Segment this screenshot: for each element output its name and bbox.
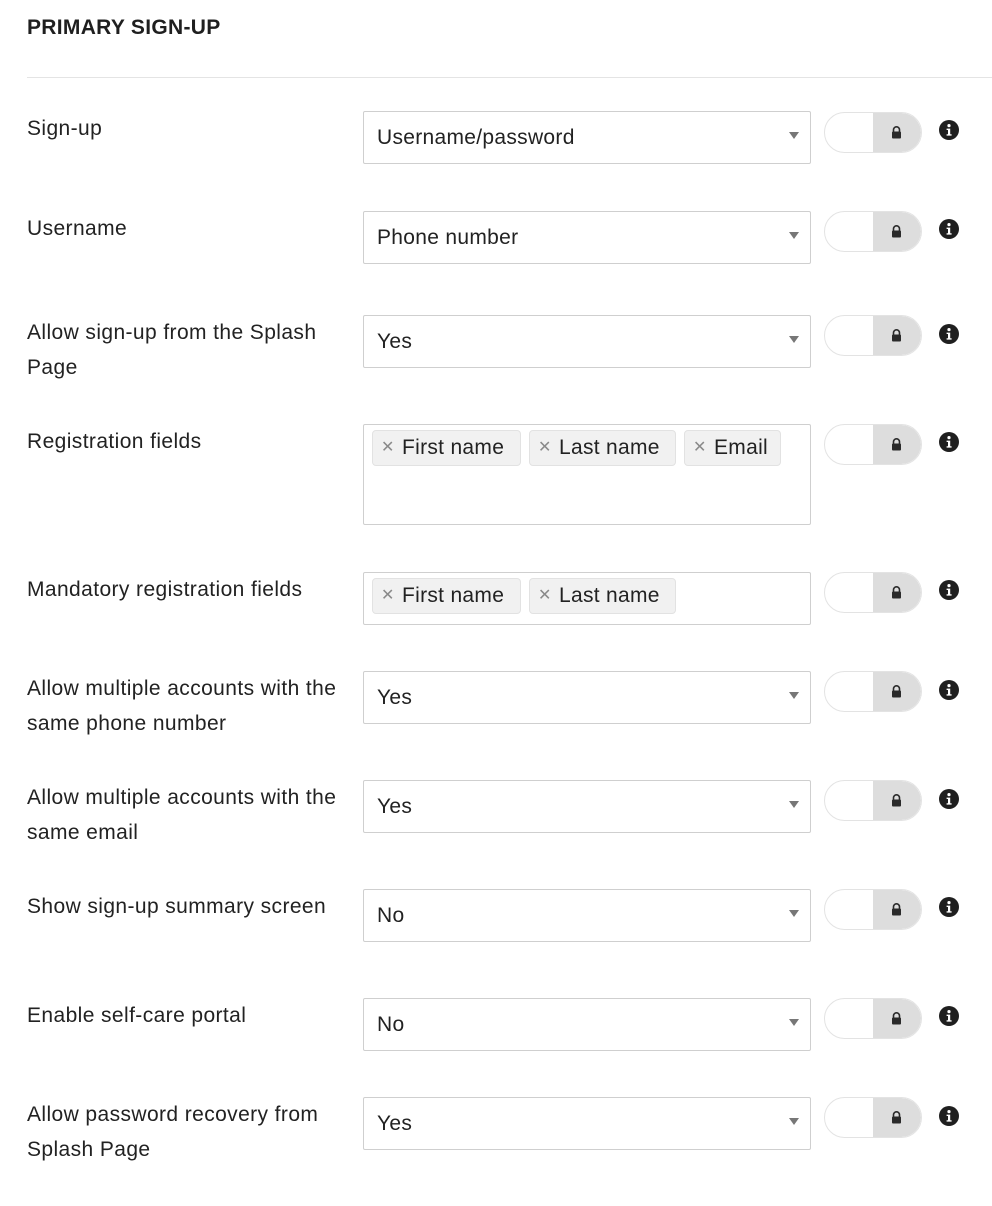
lock-toggle[interactable] xyxy=(824,424,922,465)
sign-up-select[interactable] xyxy=(363,111,811,164)
multiple-accounts-email-select[interactable] xyxy=(363,780,811,833)
info-icon[interactable] xyxy=(939,432,959,452)
lock-toggle[interactable] xyxy=(824,572,922,613)
info-icon[interactable] xyxy=(939,897,959,917)
info-icon[interactable] xyxy=(939,120,959,140)
lock-icon xyxy=(891,329,902,342)
setting-label: Allow multiple accounts with the same email xyxy=(27,786,337,844)
chevron-down-icon xyxy=(789,336,799,343)
select-value: Yes xyxy=(377,795,413,818)
lock-icon xyxy=(891,438,902,451)
lock-toggle[interactable] xyxy=(824,1097,922,1138)
info-icon[interactable] xyxy=(939,219,959,239)
lock-toggle-knob xyxy=(873,573,921,612)
chevron-down-icon xyxy=(789,232,799,239)
lock-toggle-knob xyxy=(873,672,921,711)
info-icon[interactable] xyxy=(939,1106,959,1126)
lock-icon xyxy=(891,586,902,599)
info-icon[interactable] xyxy=(939,680,959,700)
username-select[interactable] xyxy=(363,211,811,264)
close-icon[interactable]: ✕ xyxy=(381,587,395,604)
lock-toggle[interactable] xyxy=(824,671,922,712)
lock-toggle-knob xyxy=(873,316,921,355)
lock-toggle[interactable] xyxy=(824,315,922,356)
setting-label: Allow multiple accounts with the same phone number xyxy=(27,677,337,735)
setting-label: Show sign-up summary screen xyxy=(27,895,327,918)
select-value: Username/password xyxy=(377,126,575,149)
section-divider xyxy=(27,77,992,78)
info-icon[interactable] xyxy=(939,324,959,344)
self-care-portal-select[interactable] xyxy=(363,998,811,1051)
lock-icon xyxy=(891,126,902,139)
lock-icon xyxy=(891,1012,902,1025)
section-title: PRIMARY SIGN-UP xyxy=(27,16,221,39)
chip-label: Last name xyxy=(559,436,660,459)
setting-label: Username xyxy=(27,217,128,240)
info-icon[interactable] xyxy=(939,1006,959,1026)
chip-last-name xyxy=(529,578,676,614)
select-value: No xyxy=(377,904,405,927)
setting-label: Registration fields xyxy=(27,430,202,453)
chevron-down-icon xyxy=(789,692,799,699)
lock-icon xyxy=(891,794,902,807)
lock-icon xyxy=(891,685,902,698)
chip-label: Last name xyxy=(559,584,660,607)
lock-toggle[interactable] xyxy=(824,112,922,153)
select-value: Phone number xyxy=(377,226,519,249)
registration-fields-multiselect[interactable] xyxy=(363,424,811,525)
chip-first-name xyxy=(372,578,521,614)
mandatory-fields-multiselect[interactable] xyxy=(363,572,811,625)
close-icon[interactable]: ✕ xyxy=(381,439,395,456)
password-recovery-select[interactable] xyxy=(363,1097,811,1150)
select-value: Yes xyxy=(377,1112,413,1135)
setting-label: Allow password recovery from Splash Page xyxy=(27,1103,319,1161)
lock-toggle[interactable] xyxy=(824,780,922,821)
setting-label: Allow sign-up from the Splash Page xyxy=(27,321,317,379)
lock-toggle-knob xyxy=(873,999,921,1038)
lock-icon xyxy=(891,1111,902,1124)
chevron-down-icon xyxy=(789,1118,799,1125)
chip-label: First name xyxy=(402,436,505,459)
chevron-down-icon xyxy=(789,1019,799,1026)
info-icon[interactable] xyxy=(939,580,959,600)
info-icon[interactable] xyxy=(939,789,959,809)
chip-label: Email xyxy=(714,436,769,459)
close-icon[interactable]: ✕ xyxy=(693,439,707,456)
setting-label: Sign-up xyxy=(27,117,103,140)
lock-toggle[interactable] xyxy=(824,998,922,1039)
chip-last-name xyxy=(529,430,676,466)
chevron-down-icon xyxy=(789,801,799,808)
summary-screen-select[interactable] xyxy=(363,889,811,942)
chevron-down-icon xyxy=(789,910,799,917)
chip-label: First name xyxy=(402,584,505,607)
multiple-accounts-phone-select[interactable] xyxy=(363,671,811,724)
lock-toggle-knob xyxy=(873,425,921,464)
close-icon[interactable]: ✕ xyxy=(538,587,552,604)
close-icon[interactable]: ✕ xyxy=(538,439,552,456)
allow-sign-up-select[interactable] xyxy=(363,315,811,368)
chevron-down-icon xyxy=(789,132,799,139)
chip-email xyxy=(684,430,781,466)
lock-icon xyxy=(891,903,902,916)
lock-toggle-knob xyxy=(873,781,921,820)
lock-icon xyxy=(891,225,902,238)
lock-toggle-knob xyxy=(873,113,921,152)
chip-first-name xyxy=(372,430,521,466)
select-value: Yes xyxy=(377,330,413,353)
lock-toggle-knob xyxy=(873,890,921,929)
setting-label: Enable self-care portal xyxy=(27,1004,247,1027)
setting-label: Mandatory registration fields xyxy=(27,578,303,601)
lock-toggle[interactable] xyxy=(824,889,922,930)
lock-toggle-knob xyxy=(873,212,921,251)
select-value: Yes xyxy=(377,686,413,709)
lock-toggle[interactable] xyxy=(824,211,922,252)
lock-toggle-knob xyxy=(873,1098,921,1137)
select-value: No xyxy=(377,1013,405,1036)
